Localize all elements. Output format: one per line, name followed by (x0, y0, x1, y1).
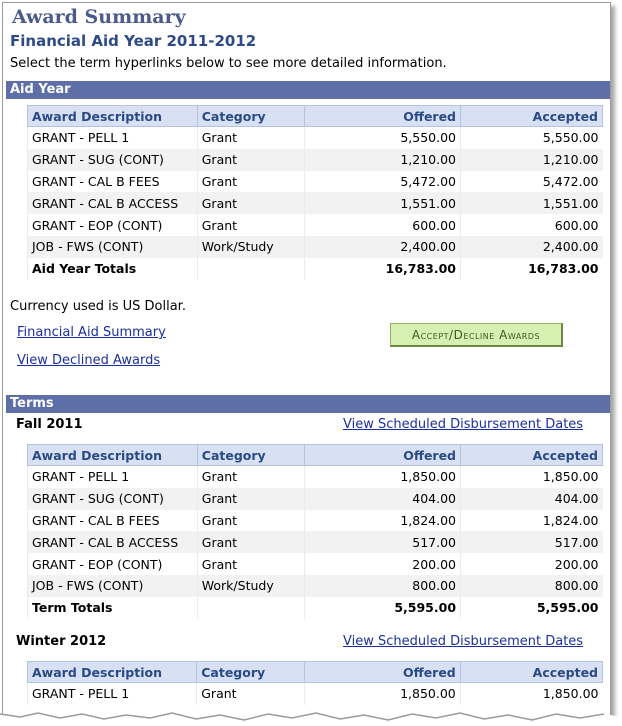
totals-label: Term Totals (28, 597, 198, 619)
table-header-row (28, 662, 603, 683)
award-description: GRANT - SUG (CONT) (28, 488, 198, 510)
fall-term-table (27, 444, 603, 619)
award-offered: 800.00 (305, 575, 461, 597)
award-category: Grant (197, 553, 305, 575)
award-category: Grant (197, 510, 305, 532)
award-offered: 1,824.00 (305, 510, 461, 532)
table-row (28, 553, 603, 575)
header-offered: Offered (305, 445, 461, 466)
totals-offered: 16,783.00 (305, 258, 461, 280)
table-header-row (28, 106, 603, 127)
totals-row (28, 258, 603, 280)
totals-accepted: 16,783.00 (461, 258, 603, 280)
table-row (28, 127, 603, 149)
award-description: GRANT - EOP (CONT) (28, 553, 198, 575)
table-row (28, 236, 603, 258)
totals-category-empty (197, 258, 305, 280)
view-declined-awards-link[interactable]: View Declined Awards (17, 353, 161, 368)
award-accepted: 800.00 (461, 575, 603, 597)
totals-label: Aid Year Totals (28, 258, 198, 280)
award-summary-page (2, 2, 611, 719)
award-category: Grant (197, 192, 305, 214)
winter-disbursement-dates-link[interactable]: View Scheduled Disbursement Dates (343, 634, 584, 649)
table-row (28, 149, 603, 171)
award-offered: 5,550.00 (305, 127, 461, 149)
instructions-text: Select the term hyperlinks below to see more detailed information. (10, 56, 447, 71)
award-category: Grant (197, 531, 305, 553)
award-description: GRANT - PELL 1 (28, 683, 197, 705)
currency-note: Currency used is US Dollar. (10, 299, 186, 314)
award-accepted: 2,400.00 (461, 236, 603, 258)
aid-year-table (27, 105, 603, 280)
award-offered: 517.00 (305, 531, 461, 553)
award-offered: 1,551.00 (305, 192, 461, 214)
award-accepted: 1,850.00 (460, 683, 602, 705)
award-description: JOB - FWS (CONT) (28, 575, 198, 597)
award-description: GRANT - CAL B ACCESS (28, 192, 198, 214)
award-category: Grant (197, 127, 305, 149)
table-row (28, 510, 603, 532)
award-accepted: 1,210.00 (461, 149, 603, 171)
table-row (28, 575, 603, 597)
torn-edge-decoration (0, 708, 622, 726)
totals-offered: 5,595.00 (305, 597, 461, 619)
table-row (28, 466, 603, 488)
page-subtitle: Financial Aid Year 2011-2012 (10, 32, 257, 50)
header-award-description: Award Description (28, 106, 198, 127)
header-category: Category (197, 106, 305, 127)
award-offered: 5,472.00 (305, 171, 461, 193)
header-award-description: Award Description (28, 662, 197, 683)
table-row (28, 214, 603, 236)
award-accepted: 5,550.00 (461, 127, 603, 149)
award-description: GRANT - EOP (CONT) (28, 214, 198, 236)
award-description: GRANT - CAL B ACCESS (28, 531, 198, 553)
fall-disbursement-dates-link[interactable]: View Scheduled Disbursement Dates (343, 417, 584, 432)
header-category: Category (197, 662, 305, 683)
table-row (28, 531, 603, 553)
award-category: Grant (197, 466, 305, 488)
table-row (28, 171, 603, 193)
award-offered: 1,210.00 (305, 149, 461, 171)
award-offered: 2,400.00 (305, 236, 461, 258)
award-accepted: 404.00 (461, 488, 603, 510)
header-accepted: Accepted (461, 106, 603, 127)
award-description: GRANT - SUG (CONT) (28, 149, 198, 171)
aid-year-section-header: Aid Year (6, 81, 610, 99)
winter-term-table (27, 661, 603, 705)
award-accepted: 600.00 (461, 214, 603, 236)
header-offered: Offered (304, 662, 460, 683)
page-title: Award Summary (12, 6, 186, 28)
award-accepted: 1,551.00 (461, 192, 603, 214)
award-category: Grant (197, 488, 305, 510)
award-accepted: 1,850.00 (461, 466, 603, 488)
header-award-description: Award Description (28, 445, 198, 466)
award-offered: 404.00 (305, 488, 461, 510)
table-row (28, 683, 603, 705)
award-accepted: 5,472.00 (461, 171, 603, 193)
table-row (28, 192, 603, 214)
award-category: Grant (197, 149, 305, 171)
award-offered: 1,850.00 (305, 466, 461, 488)
award-category: Grant (197, 171, 305, 193)
award-category: Work/Study (197, 575, 305, 597)
header-accepted: Accepted (461, 445, 603, 466)
award-description: GRANT - CAL B FEES (28, 510, 198, 532)
award-accepted: 517.00 (461, 531, 603, 553)
terms-section-header: Terms (6, 395, 610, 413)
term-title-fall: Fall 2011 (16, 417, 83, 432)
table-header-row (28, 445, 603, 466)
totals-category-empty (197, 597, 305, 619)
award-description: GRANT - CAL B FEES (28, 171, 198, 193)
totals-row (28, 597, 603, 619)
award-category: Grant (197, 683, 305, 705)
header-category: Category (197, 445, 305, 466)
table-row (28, 488, 603, 510)
accept-decline-awards-button[interactable]: Accept/Decline Awards (390, 323, 563, 347)
header-accepted: Accepted (460, 662, 602, 683)
totals-accepted: 5,595.00 (461, 597, 603, 619)
award-description: GRANT - PELL 1 (28, 127, 198, 149)
award-offered: 200.00 (305, 553, 461, 575)
award-accepted: 200.00 (461, 553, 603, 575)
award-category: Work/Study (197, 236, 305, 258)
award-description: GRANT - PELL 1 (28, 466, 198, 488)
award-accepted: 1,824.00 (461, 510, 603, 532)
financial-aid-summary-link[interactable]: Financial Aid Summary (17, 325, 166, 340)
award-description: JOB - FWS (CONT) (28, 236, 198, 258)
term-title-winter: Winter 2012 (16, 634, 107, 649)
header-offered: Offered (305, 106, 461, 127)
award-offered: 1,850.00 (304, 683, 460, 705)
award-offered: 600.00 (305, 214, 461, 236)
award-category: Grant (197, 214, 305, 236)
